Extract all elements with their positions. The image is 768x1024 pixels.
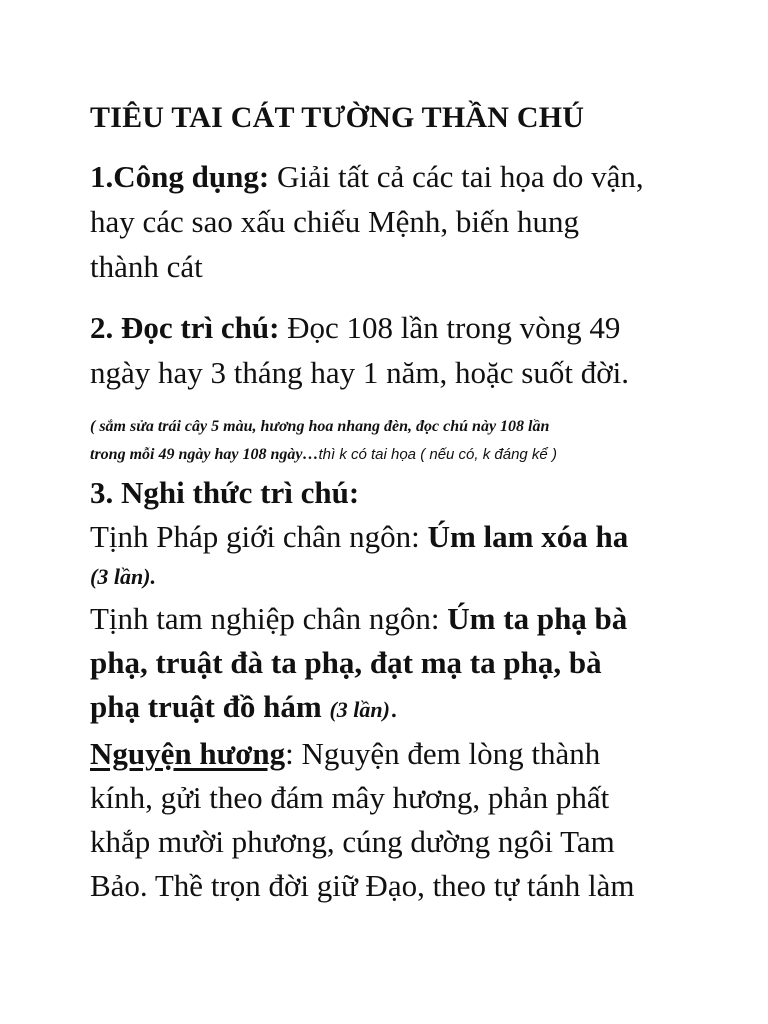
offering-note bbox=[90, 413, 690, 469]
tinh-phap-mantra: Úm lam xóa ha bbox=[427, 519, 629, 554]
doc-tri-chu-text-2: ngày hay 3 tháng hay 1 năm, hoặc suốt đời. bbox=[90, 355, 629, 390]
note-line-1: ( sắm sửa trái cây 5 màu, hương hoa nhang đèn, đọc chú này 108 lần bbox=[90, 418, 550, 435]
cong-dung-text-1: Giải tất cả các tai họa do vận, bbox=[269, 159, 644, 194]
nguyen-huong-text-1: : Nguyện đem lòng thành bbox=[285, 736, 601, 771]
nguyen-huong-block bbox=[90, 732, 690, 908]
tinh-tam-end: . bbox=[389, 689, 398, 724]
note-line-2-tail: thì k có tai họa ( nếu có, k đáng kể ) bbox=[318, 446, 557, 463]
tinh-tam-times: (3 lần) bbox=[329, 697, 390, 722]
cong-dung-text-3: thành cát bbox=[90, 249, 203, 284]
tinh-tam-mantra-1: Úm ta phạ bà bbox=[447, 601, 628, 636]
doc-tri-chu-label: 2. Đọc trì chú: bbox=[90, 310, 280, 345]
tinh-tam-prefix: Tịnh tam nghiệp chân ngôn: bbox=[90, 601, 448, 636]
section-cong-dung bbox=[90, 154, 690, 289]
note-line-2-bold: trong mỗi 49 ngày hay 108 ngày… bbox=[90, 446, 319, 463]
document-page bbox=[90, 94, 690, 908]
nguyen-huong-label: Nguyện hương bbox=[90, 736, 286, 771]
tinh-phap-times-line bbox=[90, 559, 690, 595]
tinh-tam-mantra-3: phạ truật đồ hám bbox=[90, 689, 322, 724]
cong-dung-label: 1.Công dụng: bbox=[90, 159, 270, 194]
cong-dung-text-2: hay các sao xấu chiếu Mệnh, biến hung bbox=[90, 204, 579, 239]
section-doc-tri-chu bbox=[90, 305, 690, 395]
tinh-tam-mantra-2: phạ, truật đà ta phạ, đạt mạ ta phạ, bà bbox=[90, 645, 602, 680]
tinh-phap-times: (3 lần). bbox=[90, 564, 156, 589]
tinh-phap-prefix: Tịnh Pháp giới chân ngôn: bbox=[90, 519, 428, 554]
nguyen-huong-text-3: khắp mười phương, cúng dường ngôi Tam bbox=[90, 824, 615, 859]
document-title: TIÊU TAI CÁT TƯỜNG THẦN CHÚ bbox=[90, 101, 585, 134]
tinh-tam-nghiep-block bbox=[90, 597, 690, 732]
nguyen-huong-text-4: Bảo. Thề trọn đời giữ Đạo, theo tự tánh làm bbox=[90, 868, 635, 903]
doc-tri-chu-text-1: Đọc 108 lần trong vòng 49 bbox=[279, 310, 621, 345]
tinh-phap-line bbox=[90, 515, 690, 559]
nguyen-huong-text-2: kính, gửi theo đám mây hương, phản phất bbox=[90, 780, 610, 815]
nghi-thuc-heading: 3. Nghi thức trì chú: bbox=[90, 475, 360, 510]
